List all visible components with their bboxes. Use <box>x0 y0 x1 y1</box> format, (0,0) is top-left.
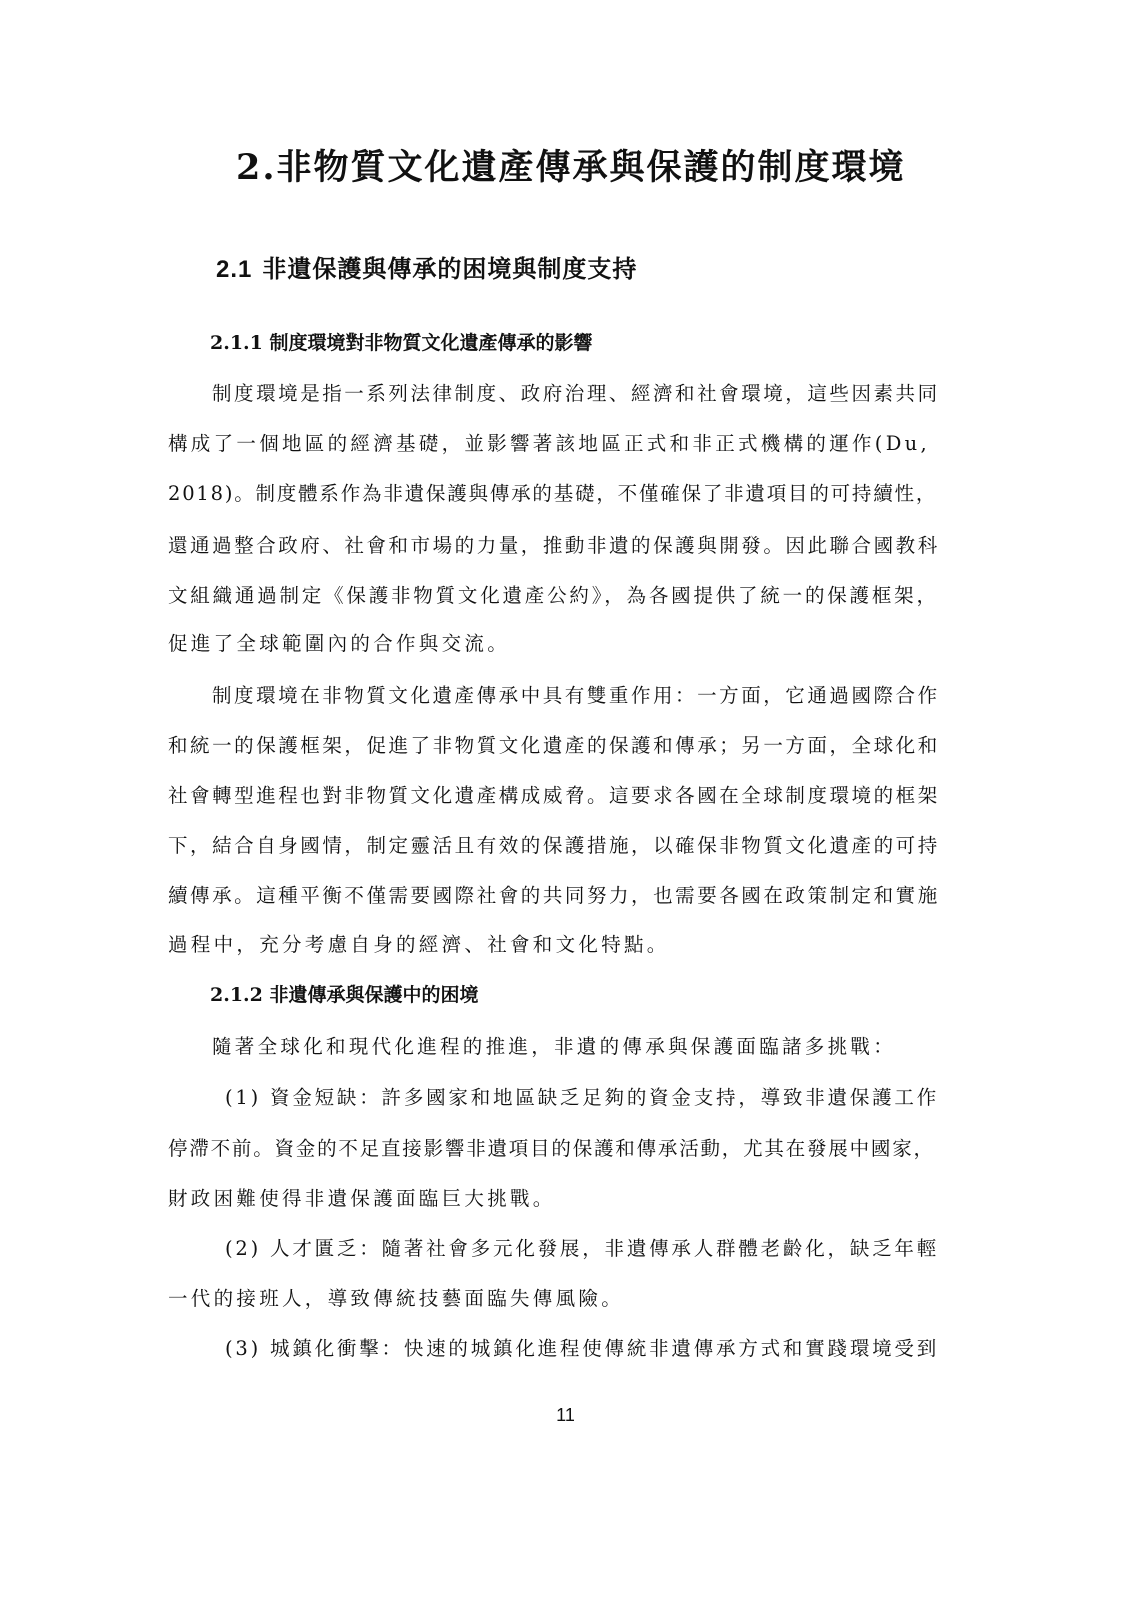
paragraph-line: 隨著全球化和現代化進程的推進，非遺的傳承與保護面臨諸多挑戰： <box>212 1035 897 1058</box>
section-heading <box>216 254 638 283</box>
paragraph-line: 制度環境在非物質文化遺產傳承中具有雙重作用：一方面，它通過國際合作 <box>212 684 940 707</box>
paragraph-line: 和統一的保護框架，促進了非物質文化遺產的保護和傳承；另一方面，全球化和 <box>168 734 940 757</box>
list-item-line: (3) 城鎮化衝擊：快速的城鎮化進程使傳統非遺傳承方式和實踐環境受到 <box>225 1337 940 1360</box>
section-number: 2.1 <box>216 256 253 283</box>
list-item-line: (1) 資金短缺：許多國家和地區缺乏足夠的資金支持，導致非遺保護工作 <box>225 1086 940 1109</box>
paragraph-line: 制度環境是指一系列法律制度、政府治理、經濟和社會環境，這些因素共同 <box>212 382 940 405</box>
paragraph-line: 還通過整合政府、社會和市場的力量，推動非遺的保護與開發。因此聯合國教科 <box>168 534 940 557</box>
paragraph-line: 文組織通過制定《保護非物質文化遺產公約》，為各國提供了統一的保護框架， <box>168 584 939 607</box>
subsection-heading-2-1-1: 2.1.1 制度環境對非物質文化遺產傳承的影響 <box>210 332 593 354</box>
paragraph-line: 下，結合自身國情，制定靈活且有效的保護措施，以確保非物質文化遺產的可持 <box>168 834 940 857</box>
list-item-line: 財政困難使得非遺保護面臨巨大挑戰。 <box>168 1187 556 1210</box>
subsection-heading-2-1-2: 2.1.2 非遺傳承與保護中的困境 <box>210 984 479 1006</box>
paragraph-line: 促進了全球範圍內的合作與交流。 <box>168 632 511 655</box>
section-title: 非遺保護與傳承的困境與制度支持 <box>262 254 638 283</box>
page-number: 11 <box>556 1405 575 1425</box>
list-item-line: 停滯不前。資金的不足直接影響非遺項目的保護和傳承活動，尤其在發展中國家， <box>168 1137 935 1160</box>
paragraph-line: 過程中，充分考慮自身的經濟、社會和文化特點。 <box>168 933 670 956</box>
paragraph-line: 構成了一個地區的經濟基礎，並影響著該地區正式和非正式機構的運作(Du, <box>168 432 930 455</box>
chapter-title: 2.非物質文化遺產傳承與保護的制度環境 <box>236 147 906 188</box>
paragraph-line: 2018)。制度體系作為非遺保護與傳承的基礎，不僅確保了非遺項目的可持續性， <box>168 482 938 505</box>
paragraph-line: 社會轉型進程也對非物質文化遺產構成威脅。這要求各國在全球制度環境的框架 <box>168 784 940 807</box>
list-item-line: 一代的接班人，導致傳統技藝面臨失傳風險。 <box>168 1287 625 1310</box>
paragraph-line: 續傳承。這種平衡不僅需要國際社會的共同努力，也需要各國在政策制定和實施 <box>168 884 940 907</box>
list-item-line: (2) 人才匱乏：隨著社會多元化發展，非遺傳承人群體老齡化，缺乏年輕 <box>225 1237 940 1260</box>
